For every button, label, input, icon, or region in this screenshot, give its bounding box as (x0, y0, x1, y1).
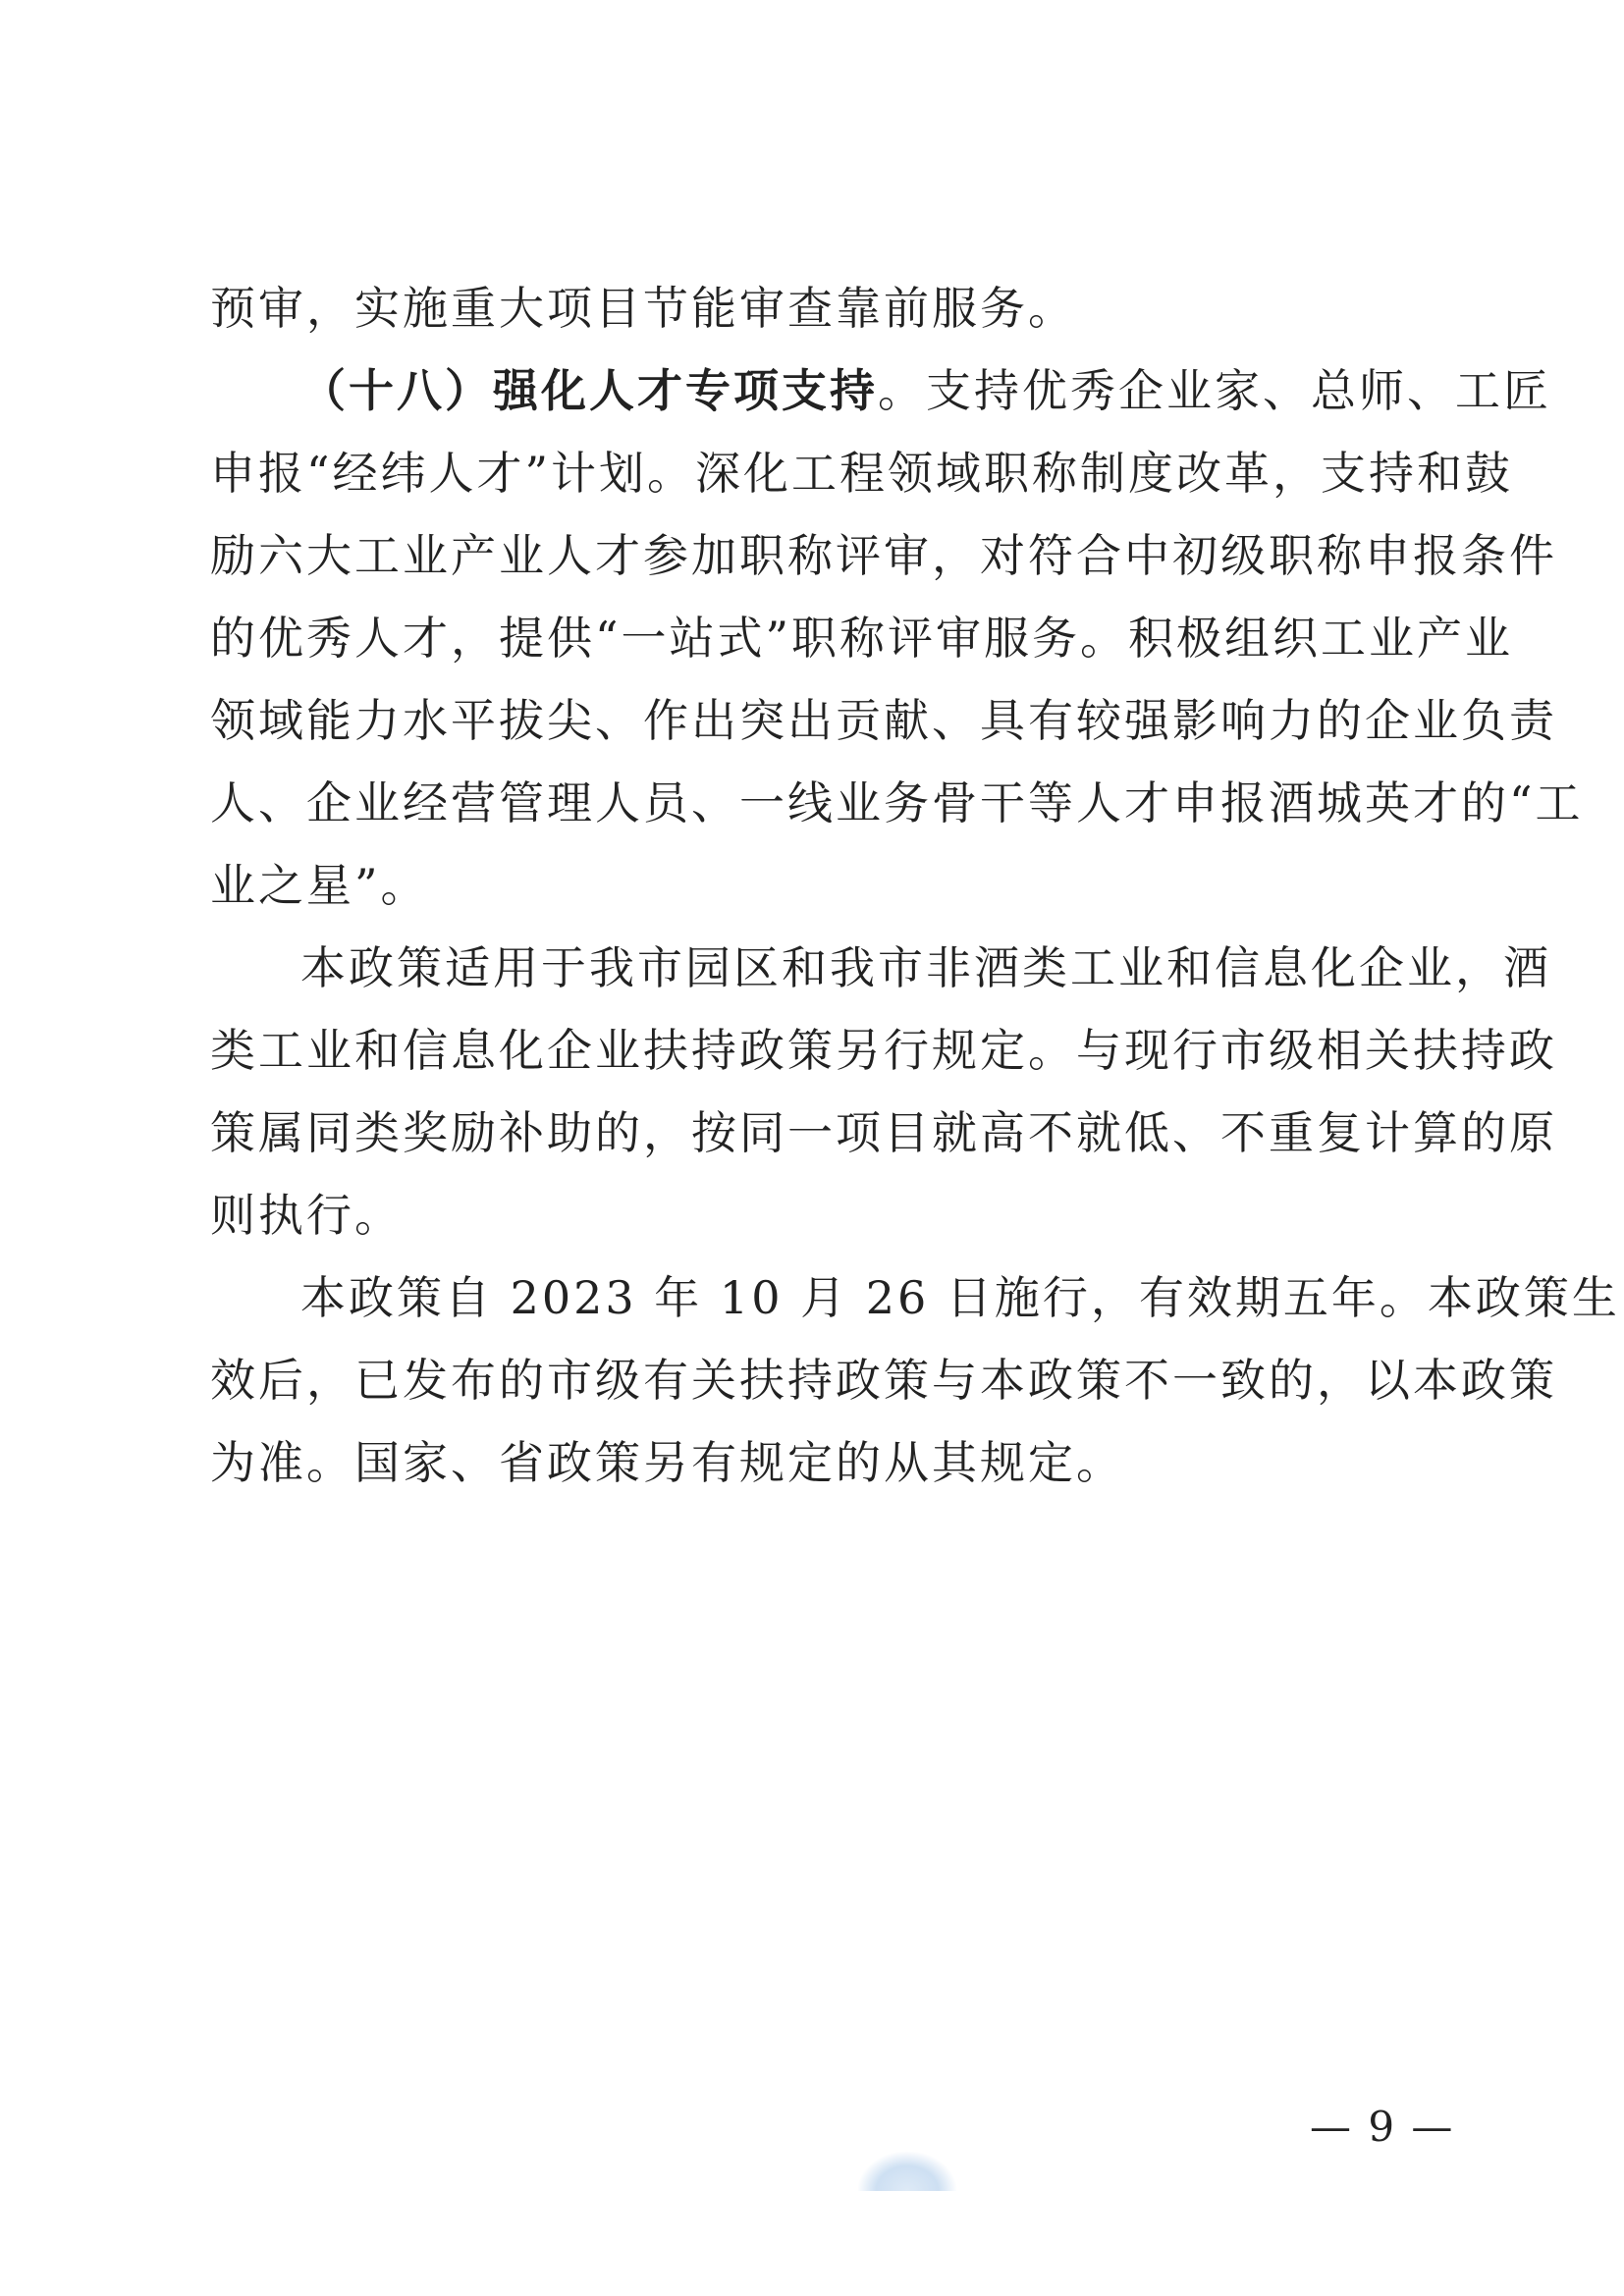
text-line: 人、企业经营管理人员、一线业务骨干等人才申报酒城英才的“工 (210, 776, 1584, 829)
text-line: 类工业和信息化企业扶持政策另行规定。与现行市级相关扶持政 (210, 1024, 1557, 1077)
text-line: 效后，已发布的市级有关扶持政策与本政策不一致的，以本政策 (210, 1354, 1557, 1407)
text-line: 励六大工业产业人才参加职称评审，对符合中初级职称申报条件 (210, 529, 1557, 582)
text-line: 策属同类奖励补助的，按同一项目就高不就低、不重复计算的原 (210, 1106, 1557, 1159)
text-line: 则执行。 (210, 1189, 403, 1242)
page-number: — 9 — (1310, 2103, 1455, 2151)
text-line (210, 349, 1551, 432)
watermark-logo (858, 2152, 956, 2191)
section-heading: （十八）强化人才专项支持 (300, 364, 878, 417)
text-line: 业之星”。 (210, 859, 429, 912)
text-line: 本政策适用于我市园区和我市非酒类工业和信息化企业，酒 (300, 941, 1551, 994)
text-line: 为准。国家、省政策另有规定的从其规定。 (210, 1436, 1124, 1489)
text-segment: 。支持优秀企业家、总师、工匠 (878, 364, 1551, 417)
text-line: 申报“经纬人才”计划。深化工程领域职称制度改革，支持和鼓 (210, 447, 1514, 500)
text-line: 预审，实施重大项目节能审查靠前服务。 (210, 282, 1076, 335)
text-line: 的优秀人才，提供“一站式”职称评审服务。积极组织工业产业 (210, 612, 1514, 665)
document-body (210, 267, 1620, 1504)
text-line: 本政策自 2023 年 10 月 26 日施行，有效期五年。本政策生 (300, 1271, 1620, 1324)
text-line: 领域能力水平拔尖、作出突出贡献、具有较强影响力的企业负责 (210, 694, 1557, 747)
